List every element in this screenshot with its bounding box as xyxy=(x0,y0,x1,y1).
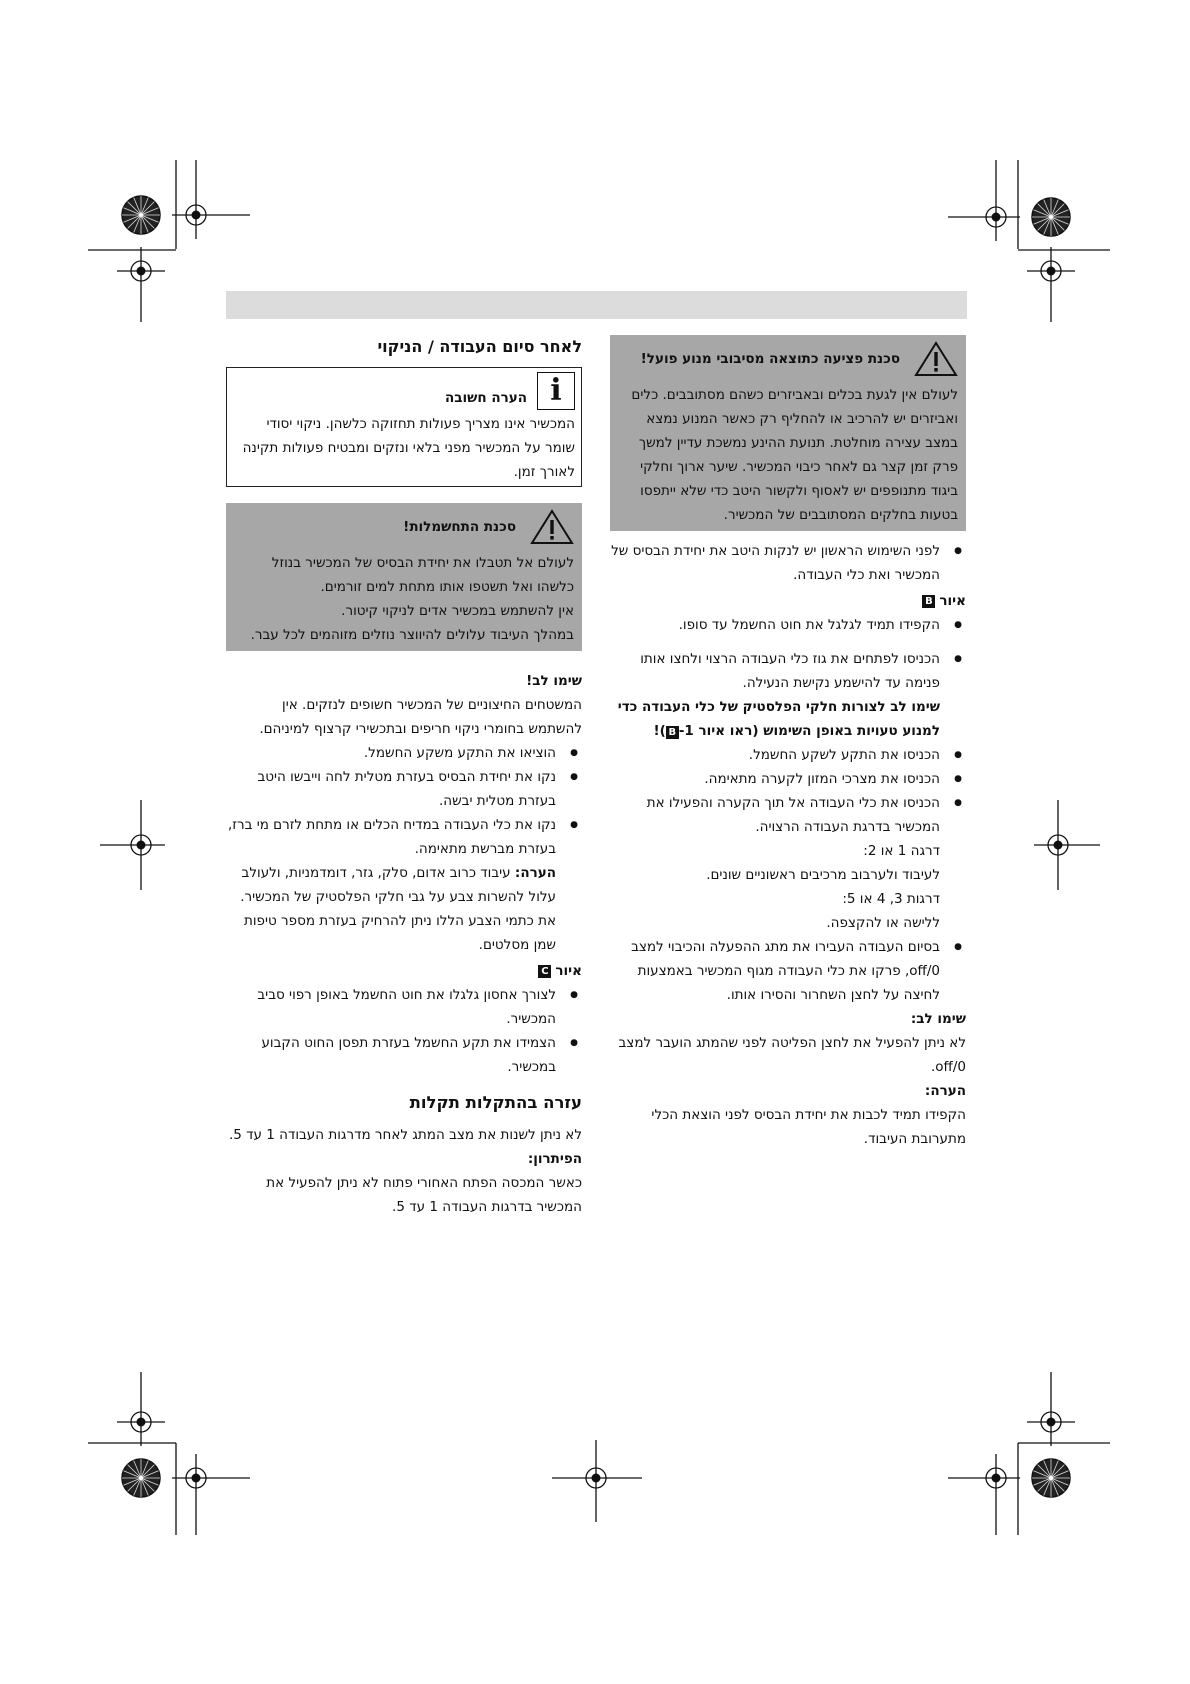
level-1-2: דרגה 1 או 2: xyxy=(863,843,940,859)
figure-b-reference xyxy=(610,589,966,613)
rotation-warning-title-text: סכנת פציעה כתוצאה מסיבובי מנוע פועל! xyxy=(640,351,900,367)
figure-c-letter: C xyxy=(538,965,551,978)
left-attention-text: המשטחים החיצוניים של המכשיר חשופים לנזקים. אין להשתמש בחומרי ניקוי חריפים ובתכשירי קרצוף למיניהם. xyxy=(259,697,582,737)
attention-bold-note xyxy=(610,695,966,743)
attention-figure-letter: B xyxy=(666,726,679,739)
stain-note-label: הערה: xyxy=(514,865,556,881)
list-item: ● הקפידו תמיד לגלגל את חוט החשמל עד סופו. xyxy=(610,613,966,637)
list-item: ● הוציאו את התקע משקע החשמל. xyxy=(226,741,582,765)
important-note-text: המכשיר אינו מצריך פעולות תחזוקה כלשהן. ניקוי יסודי שומר על המכשיר מפני בלאי ונזקים ומבטיח פעולות תקינה לאורך זמן. xyxy=(242,416,575,480)
trouble-text: לא ניתן לשנות את מצב המתג לאחר מדרגות העבודה 1 עד 5. xyxy=(228,1127,582,1143)
electric-danger-title xyxy=(234,509,574,545)
warning-triangle-icon xyxy=(530,509,574,545)
rotation-warning-text: לעולם אין לגעת בכלים ובאביזרים כשהם מסתובבים. כלים ואביזרים יש להרכיב או להחליף רק כאשר המנוע נמצא במצב עצירה מוחלטת. תנועת ההינע נמשכת עדיין למשך פרק זמן קצר גם לאחר כיבוי המכשיר. שיער ארוך וחלקי ביגוד מתנופפים יש לאסוף ולקשור היטב כדי שלא ייתפסו בטעות בחלקים המסתובבים של המכשיר. xyxy=(631,387,958,523)
level-1-2-desc: לעיבוד ולערבוב מרכיבים ראשוניים שונים. xyxy=(706,867,940,883)
attention-bold-text: שימו לב לצורות חלקי הפלסטיק של כלי העבודה כדי למנוע טעויות באופן השימוש (ראו איור ‎1- xyxy=(617,699,940,739)
list-item: ● לצורך אחסון גלגלו את חוט החשמל באופן רפוי סביב המכשיר. xyxy=(226,983,582,1031)
important-note-box xyxy=(226,367,582,487)
list-item: ● הכניסו לפתחים את גוז כלי העבודה הרצוי ולחצו אותו פנימה עד להישמע נקישת הנעילה. xyxy=(610,647,966,695)
list-item: ● הכניסו את מצרכי המזון לקערה מתאימה. xyxy=(610,767,966,791)
important-note-title: הערה חשובה xyxy=(444,390,527,406)
info-icon: i xyxy=(537,372,575,410)
electric-danger-text-3: במהלך העיבוד עלולים להיווצר נוזלים מזוהמים לכל עבר. xyxy=(250,627,574,643)
list-item: ● נקו את כלי העבודה במדיח הכלים או מתחת לזרם מי ברז, בעזרת מברשת מתאימה. xyxy=(226,813,582,861)
left-attention-title: שימו לב! xyxy=(526,673,582,689)
figure-c-reference xyxy=(226,959,582,983)
warning-triangle-icon xyxy=(914,341,958,377)
electric-danger-text-2: אין להשתמש במכשיר אדים לניקוי קיטור. xyxy=(341,603,574,619)
electric-danger-box xyxy=(226,503,582,651)
level-3-5-desc: ללישה או להקצפה. xyxy=(826,915,940,931)
attention-bold-end: )! xyxy=(653,723,666,739)
figure-b-label: איור xyxy=(939,593,966,609)
list-item: ● נקו את יחידת הבסיס בעזרת מטלית לחה וייבשו היטב בעזרת מטלית יבשה. xyxy=(226,765,582,813)
note-text: הקפידו תמיד לכבות את יחידת הבסיס לפני הוצאת הכלי מתערובת העיבוד. xyxy=(651,1107,966,1147)
figure-c-label: איור xyxy=(555,963,582,979)
section-title-after-use: לאחר סיום העבודה / הניקוי xyxy=(377,337,582,356)
list-item: ● הכניסו את התקע לשקע החשמל. xyxy=(610,743,966,767)
header-bar xyxy=(226,291,967,319)
attention-title: שימו לב: xyxy=(910,1011,966,1027)
list-item: ● הכניסו את כלי העבודה אל תוך הקערה והפעילו את המכשיר בדרגת העבודה הרצויה. xyxy=(610,791,966,839)
rotation-warning-box xyxy=(610,335,966,531)
remedy-title: הפיתרון: xyxy=(527,1151,582,1167)
figure-b-letter: B xyxy=(922,595,935,608)
attention-text: לא ניתן להפעיל את לחצן הפליטה לפני שהמתג הועבר למצב off/0. xyxy=(618,1035,966,1075)
electric-danger-text-1: לעולם אל תטבלו את יחידת הבסיס של המכשיר בנוזל כלשהו ואל תשטפו אותו מתחת למים זורמים. xyxy=(271,555,574,595)
important-note-head xyxy=(233,372,575,410)
level-3-5: דרגות 3, 4 או 5: xyxy=(842,891,940,907)
note-title: הערה: xyxy=(924,1083,966,1099)
troubleshooting-title: עזרה בהתקלות תקלות xyxy=(409,1093,582,1112)
right-column xyxy=(610,335,966,1151)
left-column xyxy=(226,335,582,1219)
list-item: ● בסיום העבודה העבירו את מתג ההפעלה והכיבוי למצב off/0, פרקו את כלי העבודה מגוף המכשיר באמצעות לחיצה על לחצן השחרור והסירו אותו. xyxy=(610,935,966,1007)
electric-danger-title-text: סכנת התחשמלות! xyxy=(403,519,516,535)
stain-note-text: עיבוד כרוב אדום, סלק, גזר, דומדמניות, ולעולב עלול להשרות צבע על גבי חלקי הפלסטיק של המכשיר. את כתמי הצבע הללו ניתן להרחיק בעזרת מספר טיפות שמן מסלטים. xyxy=(240,865,556,953)
intro-bullet: ● לפני השימוש הראשון יש לנקות היטב את יחידת הבסיס של המכשיר ואת כלי העבודה. xyxy=(610,539,966,587)
rotation-warning-title xyxy=(618,341,958,377)
stain-note xyxy=(226,861,582,957)
list-item: ● הצמידו את תקע החשמל בעזרת תפסן החוט הקבוע במכשיר. xyxy=(226,1031,582,1079)
remedy-text: כאשר המכסה הפתח האחורי פתוח לא ניתן להפעיל את המכשיר בדרגות העבודה 1 עד 5. xyxy=(266,1175,582,1215)
